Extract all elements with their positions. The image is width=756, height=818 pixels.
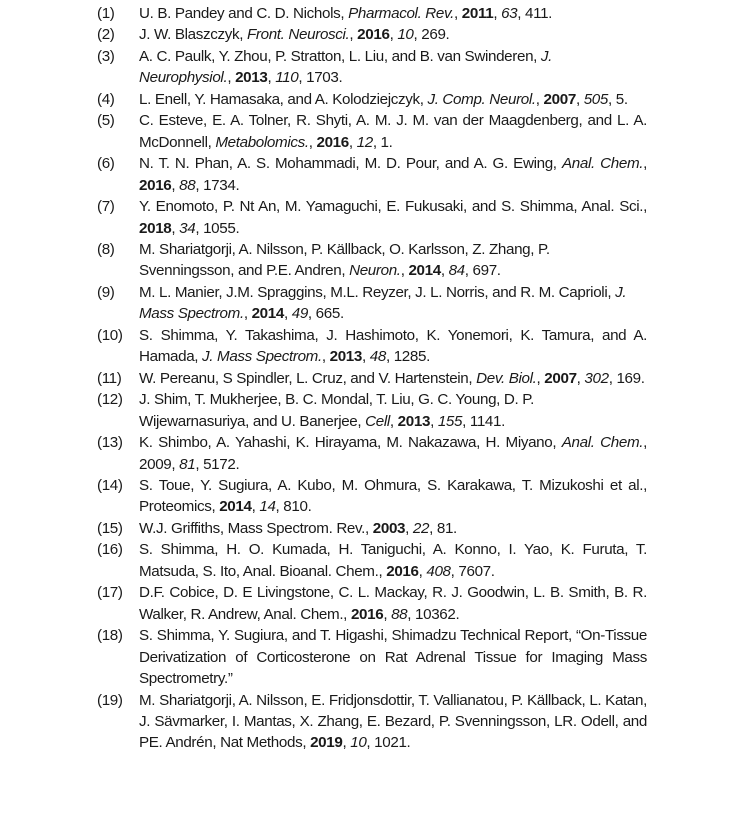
- citation-text: C. Esteve, E. A. Tolner, R. Shyti, A. M. J. M. van der Maagdenberg, and L. A. McDonnell,: [139, 112, 647, 151]
- citation-text: ,: [643, 155, 647, 173]
- citation-year: 2003: [372, 519, 406, 537]
- citation-text: ,: [251, 498, 260, 516]
- citation-text: , 1734.: [195, 176, 240, 194]
- citation-text: , 1055.: [195, 219, 240, 237]
- citation-italic-text: Anal. Chem.: [561, 155, 644, 173]
- reference-entry: [97, 432, 647, 475]
- citation-text: ,: [267, 69, 276, 87]
- citation-year: 2014: [219, 498, 252, 516]
- citation-text: ,: [362, 348, 370, 366]
- citation-text: , 5172.: [195, 455, 240, 473]
- citation-year: 2016: [139, 176, 172, 194]
- reference-number: (2): [97, 26, 115, 44]
- reference-number: (9): [97, 283, 115, 301]
- citation-italic-text: J. Mass Spectrom.: [202, 348, 322, 366]
- reference-entry: [97, 89, 647, 110]
- citation-text: ,: [440, 262, 449, 280]
- citation-text: ,: [535, 90, 544, 108]
- citation-text: ,: [536, 369, 545, 387]
- reference-citation: [139, 110, 647, 153]
- citation-text: ,: [342, 734, 351, 752]
- citation-italic-text: 14: [259, 498, 276, 516]
- citation-year: 2011: [461, 5, 494, 22]
- reference-entry: [97, 3, 647, 24]
- citation-year: 2013: [329, 348, 362, 366]
- citation-text: , 1703.: [298, 69, 343, 87]
- reference-entry: [97, 582, 647, 625]
- citation-year: 2016: [386, 562, 419, 580]
- citation-text: ,: [227, 69, 236, 87]
- reference-number: (15): [97, 519, 123, 537]
- reference-entry: [97, 518, 647, 539]
- citation-italic-text: 302: [584, 369, 609, 387]
- reference-number: (13): [97, 434, 123, 452]
- citation-text: Y. Enomoto, P. Nt An, M. Yamaguchi, E. Fukusaki, and S. Shimma, Anal. Sci.,: [139, 198, 647, 216]
- reference-citation: [139, 196, 647, 239]
- citation-year: 2013: [397, 412, 431, 430]
- reference-list: [97, 3, 647, 754]
- citation-italic-text: Front. Neurosci.: [246, 26, 350, 44]
- citation-text: ,: [400, 262, 409, 280]
- citation-italic-text: 88: [391, 605, 408, 623]
- citation-italic-text: 84: [448, 262, 465, 280]
- citation-text: , 10362.: [407, 605, 460, 623]
- reference-citation: [139, 325, 647, 368]
- reference-citation: [139, 539, 647, 582]
- citation-text: L. Enell, Y. Hamasaka, and A. Kolodziejczyk,: [139, 90, 428, 108]
- reference-citation: [139, 368, 647, 389]
- reference-citation: [139, 625, 647, 689]
- citation-italic-text: 408: [426, 562, 451, 580]
- citation-text: S. Shimma, Y. Sugiura, and T. Higashi, Shimadzu Technical Report, “On-Tissue Derivatization of Corticosterone on Rat Adrenal Tissue for Imaging Mass Spectrometry.”: [139, 627, 647, 688]
- citation-text: S. Shimma, H. O. Kumada, H. Taniguchi, A. Konno, I. Yao, K. Furuta, T. Matsuda, S. Ito, Anal. Bioanal. Chem.,: [139, 541, 647, 580]
- reference-number: (16): [97, 541, 123, 559]
- citation-italic-text: 49: [291, 305, 308, 323]
- reference-number: (1): [97, 5, 115, 22]
- citation-italic-text: J. Neurophysiol.: [139, 47, 553, 87]
- reference-citation: [139, 239, 647, 282]
- citation-italic-text: Dev. Biol.: [476, 369, 537, 387]
- citation-italic-text: 22: [412, 519, 430, 537]
- citation-text: M. Shariatgorji, A. Nilsson, P. Källback, O. Karlsson, Z. Zhang, P. Svenningsson, and P.E. Andren,: [139, 240, 550, 280]
- reference-citation: [139, 690, 647, 754]
- citation-text: ,: [308, 133, 317, 151]
- citation-italic-text: 12: [356, 133, 373, 151]
- citation-text: , 1.: [372, 133, 393, 151]
- citation-text: ,: [454, 5, 462, 22]
- citation-italic-text: Anal. Chem.: [561, 434, 644, 452]
- reference-citation: [139, 153, 647, 196]
- citation-text: , 1285.: [385, 348, 430, 366]
- reference-entry: [97, 239, 647, 282]
- citation-text: ,: [405, 519, 413, 537]
- citation-text: ,: [171, 176, 180, 194]
- citation-text: S. Toue, Y. Sugiura, A. Kubo, M. Ohmura, S. Karakawa, T. Mizukoshi et al., Proteomics,: [139, 476, 647, 516]
- reference-number: (5): [97, 112, 115, 130]
- citation-text: D.F. Cobice, D. E Livingstone, C. L. Mackay, R. J. Goodwin, L. B. Smith, B. R. Walker, R. Andrew, Anal. Chem.,: [139, 584, 647, 623]
- citation-text: K. Shimbo, A. Yahashi, K. Hirayama, M. Nakazawa, H. Miyano,: [139, 434, 562, 452]
- citation-text: M. L. Manier, J.M. Spraggins, M.L. Reyzer, J. L. Norris, and R. M. Caprioli,: [139, 283, 616, 301]
- reference-citation: [139, 89, 647, 110]
- citation-text: W.J. Griffiths, Mass Spectrom. Rev.,: [139, 519, 373, 537]
- reference-citation: [139, 46, 647, 89]
- citation-text: J. W. Blaszczyk,: [139, 26, 247, 44]
- citation-year: 2007: [543, 90, 576, 108]
- citation-italic-text: 155: [437, 412, 463, 430]
- citation-text: , 169.: [608, 369, 645, 387]
- citation-italic-text: J. Mass Spectrom.: [139, 283, 627, 323]
- reference-number: (14): [97, 476, 123, 494]
- citation-text: , 269.: [413, 26, 450, 44]
- citation-italic-text: 505: [583, 90, 608, 108]
- citation-text: A. C. Paulk, Y. Zhou, P. Stratton, L. Liu, and B. van Swinderen,: [139, 47, 541, 65]
- reference-number: (6): [97, 155, 115, 173]
- reference-entry: [97, 539, 647, 582]
- citation-italic-text: J. Comp. Neurol.: [427, 90, 536, 108]
- citation-text: , 2009,: [139, 434, 647, 473]
- reference-citation: [139, 475, 647, 518]
- citation-text: ,: [321, 348, 330, 366]
- citation-italic-text: 81: [179, 455, 196, 473]
- reference-entry: [97, 625, 647, 689]
- citation-year: 2007: [544, 369, 577, 387]
- citation-year: 2018: [139, 219, 172, 237]
- citation-text: ,: [171, 219, 180, 237]
- citation-text: ,: [348, 133, 357, 151]
- citation-italic-text: 48: [369, 348, 386, 366]
- citation-text: ,: [575, 90, 584, 108]
- reference-entry: [97, 690, 647, 754]
- reference-entry: [97, 282, 647, 325]
- reference-citation: [139, 389, 647, 432]
- citation-year: 2013: [235, 69, 268, 87]
- citation-text: ,: [430, 412, 438, 430]
- reference-number: (19): [97, 691, 123, 709]
- citation-year: 2014: [408, 262, 441, 280]
- citation-italic-text: Pharmacol. Rev.: [348, 5, 455, 22]
- citation-year: 2016: [350, 605, 384, 623]
- citation-year: 2014: [251, 305, 284, 323]
- reference-citation: [139, 518, 647, 539]
- citation-italic-text: 63: [501, 5, 518, 22]
- citation-italic-text: 88: [179, 176, 196, 194]
- citation-italic-text: 10: [397, 26, 414, 44]
- reference-number: (10): [97, 326, 123, 344]
- reference-number: (3): [97, 47, 115, 65]
- reference-number: (12): [97, 391, 123, 409]
- citation-text: ,: [389, 26, 398, 44]
- citation-italic-text: Metabolomics.: [215, 133, 309, 151]
- reference-citation: [139, 582, 647, 625]
- citation-text: N. T. N. Phan, A. S. Mohammadi, M. D. Pour, and A. G. Ewing,: [139, 155, 562, 173]
- citation-text: W. Pereanu, S Spindler, L. Cruz, and V. Hartenstein,: [139, 369, 477, 387]
- citation-italic-text: Neuron.: [349, 262, 401, 280]
- reference-citation: [139, 24, 647, 45]
- reference-citation: [139, 282, 647, 325]
- citation-text: , 665.: [307, 305, 344, 323]
- reference-entry: [97, 24, 647, 45]
- citation-year: 2019: [310, 734, 343, 752]
- citation-text: , 1141.: [462, 412, 505, 430]
- reference-number: (7): [97, 198, 115, 216]
- citation-text: ,: [243, 305, 252, 323]
- reference-number: (4): [97, 90, 115, 108]
- citation-text: ,: [493, 5, 502, 22]
- reference-entry: [97, 110, 647, 153]
- reference-number: (17): [97, 584, 123, 602]
- citation-text: , 810.: [275, 498, 312, 516]
- citation-text: ,: [349, 26, 358, 44]
- citation-text: , 7607.: [450, 562, 495, 580]
- citation-text: ,: [576, 369, 585, 387]
- citation-text: ,: [389, 412, 398, 430]
- reference-entry: [97, 153, 647, 196]
- citation-text: ,: [283, 305, 292, 323]
- reference-citation: [139, 432, 647, 475]
- reference-entry: [97, 196, 647, 239]
- citation-italic-text: 10: [350, 734, 367, 752]
- citation-text: , 1021.: [366, 734, 411, 752]
- citation-italic-text: 110: [275, 69, 299, 87]
- citation-text: J. Shim, T. Mukherjee, B. C. Mondal, T. Liu, G. C. Young, D. P. Wijewarnasuriya, and U. Banerjee,: [139, 391, 534, 430]
- citation-year: 2016: [316, 133, 349, 151]
- reference-entry: [97, 475, 647, 518]
- citation-text: , 81.: [429, 519, 457, 537]
- citation-year: 2016: [357, 26, 390, 44]
- citation-text: U. B. Pandey and C. D. Nichols,: [139, 5, 349, 22]
- citation-text: ,: [418, 562, 427, 580]
- citation-text: S. Shimma, Y. Takashima, J. Hashimoto, K. Yonemori, K. Tamura, and A. Hamada,: [139, 326, 647, 366]
- citation-italic-text: 34: [179, 219, 196, 237]
- citation-text: , 5.: [607, 90, 628, 108]
- reference-citation: [139, 3, 647, 24]
- reference-number: (18): [97, 627, 123, 645]
- citation-text: , 697.: [464, 262, 501, 280]
- citation-italic-text: Cell: [365, 412, 390, 430]
- reference-entry: [97, 368, 647, 389]
- citation-text: , 411.: [517, 5, 553, 22]
- reference-entry: [97, 46, 647, 89]
- reference-entry: [97, 325, 647, 368]
- reference-number: (11): [97, 369, 122, 387]
- reference-entry: [97, 389, 647, 432]
- reference-number: (8): [97, 240, 115, 258]
- citation-text: M. Shariatgorji, A. Nilsson, E. Fridjonsdottir, T. Vallianatou, P. Källback, L. Katan, J. Sävmarker, I. Mantas, X. Zhang, E. Bezard, P. Svenningsson, LR. Odell, and PE. Andrén, Nat Methods,: [139, 691, 647, 752]
- citation-text: ,: [383, 605, 392, 623]
